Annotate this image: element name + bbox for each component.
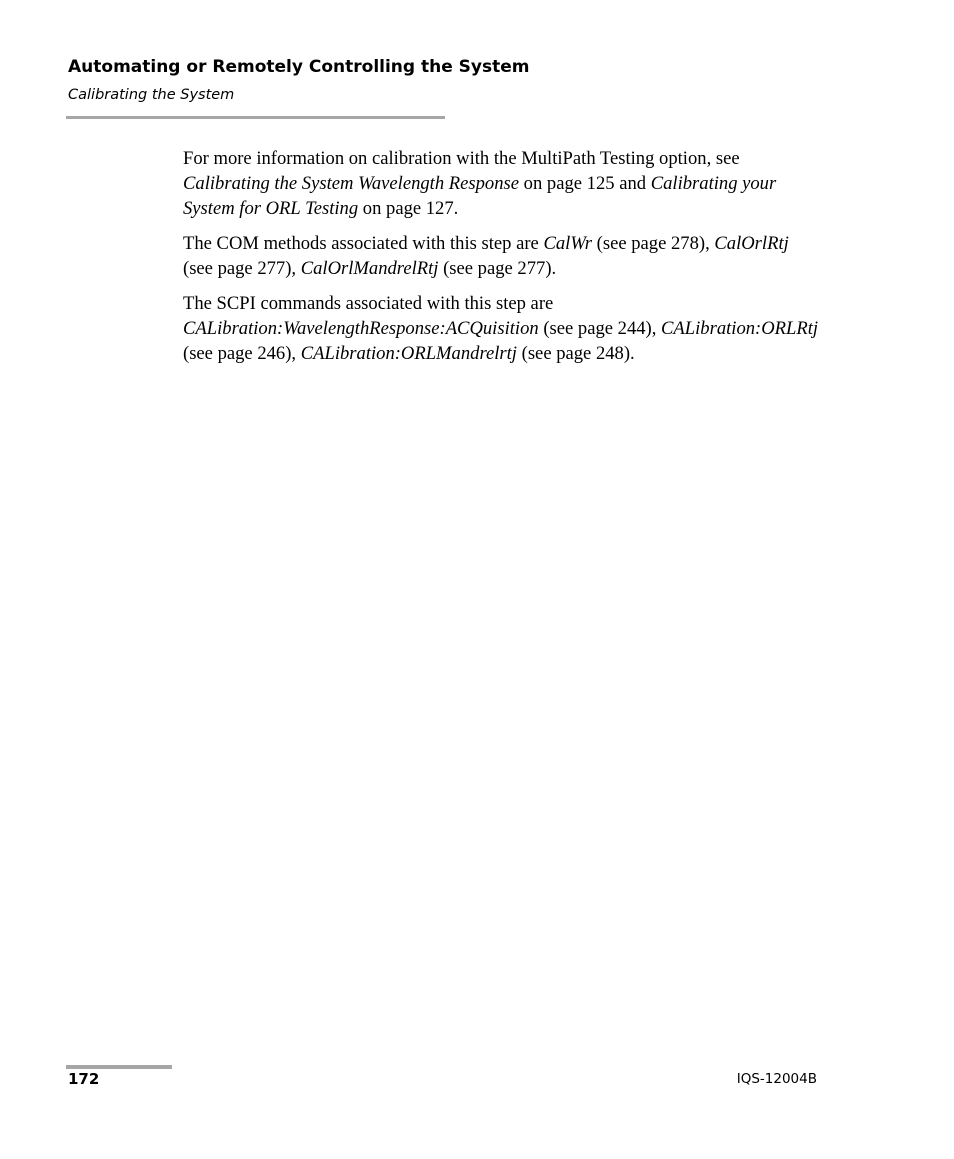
footer-divider	[66, 1065, 172, 1069]
paragraph-scpi-commands	[183, 291, 823, 366]
paragraph-text: (see page 278),	[592, 233, 715, 254]
subsection-title: Calibrating the System	[68, 87, 235, 103]
document-code: IQS-12004B	[736, 1071, 817, 1087]
paragraph-text: The COM methods associated with this step are	[183, 233, 544, 254]
paragraph-text: For more information on calibration with the MultiPath Testing option, see	[183, 148, 740, 169]
com-method-calwr: CalWr	[543, 233, 593, 254]
separator: ,	[291, 258, 301, 279]
paragraph-text: The SCPI commands associated with this step are	[183, 293, 554, 314]
paragraph-text: (see page 248).	[516, 343, 635, 364]
com-method-calorlmandrelrtj: CalOrlMandrelRtj	[300, 258, 439, 279]
paragraph-text: (see page 277)	[183, 258, 292, 279]
paragraph-text: on page 127.	[358, 198, 459, 219]
paragraph-text: (see page 246),	[183, 343, 301, 364]
paragraph-text: (see page 277).	[438, 258, 557, 279]
reference-wavelength-response: Calibrating the System Wavelength Response	[183, 173, 520, 194]
com-method-calorlrtj: CalOrlRtj	[714, 233, 789, 254]
paragraph-multipath-info	[183, 146, 823, 221]
scpi-command-wavelength-response: CALibration:WavelengthResponse:ACQuisition	[183, 318, 539, 339]
scpi-command-orlmandrelrtj: CALibration:ORLMandrelrtj	[300, 343, 517, 364]
page-number: 172	[68, 1070, 100, 1088]
paragraph-com-methods	[183, 231, 823, 281]
reference-orl-testing: Calibrating your System for ORL Testing	[183, 173, 777, 219]
paragraph-text: (see page 244),	[538, 318, 662, 339]
paragraph-text: on page 125 and	[519, 173, 651, 194]
body-content	[183, 146, 823, 376]
section-title: Automating or Remotely Controlling the System	[68, 57, 530, 77]
scpi-command-orlrtj: CALibration:ORLRtj	[661, 318, 819, 339]
header-divider	[66, 116, 445, 119]
